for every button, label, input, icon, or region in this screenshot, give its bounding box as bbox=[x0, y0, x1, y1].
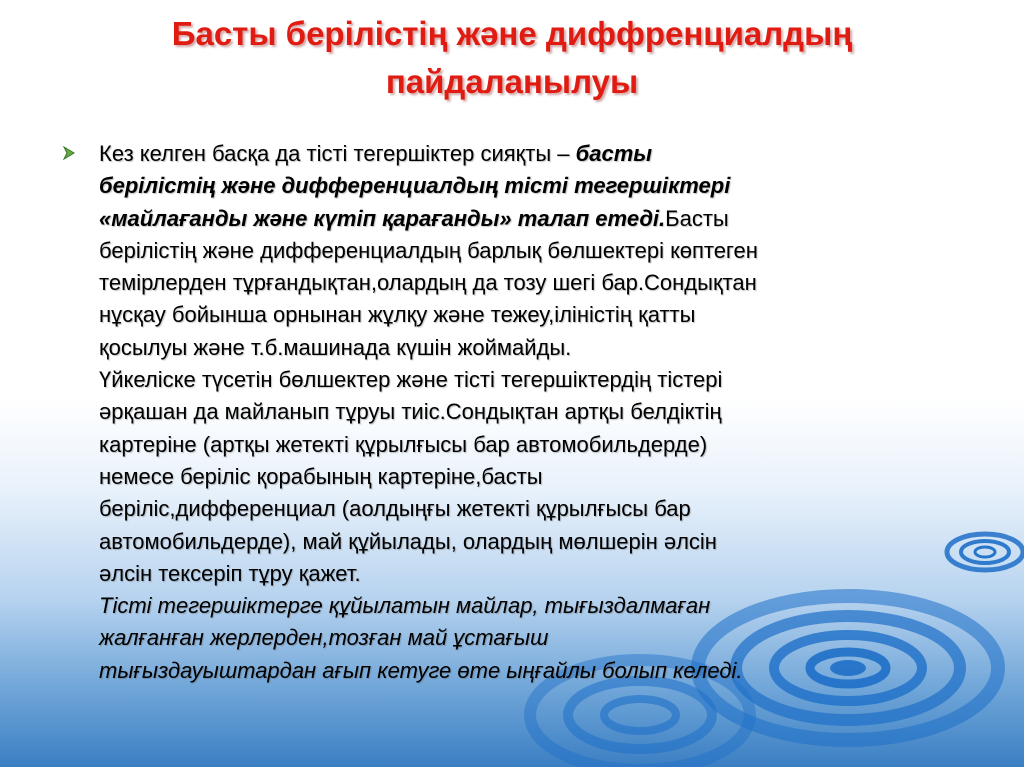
paragraph-line: немесе беріліс қорабының картеріне,басты bbox=[99, 463, 543, 489]
text-run: Кез келген басқа да тісті тегершіктер сияқты – bbox=[99, 141, 576, 166]
bullet-paragraph bbox=[99, 138, 969, 687]
paragraph-line: картеріне (артқы жетекті құрылғысы бар автомобильдерде) bbox=[99, 431, 708, 457]
paragraph-line: жалғанған жерлерден,тозған май ұстағыш bbox=[99, 625, 549, 651]
paragraph-line: автомобильдерде), май құйылады, олардың мөлшерін әлсін bbox=[99, 528, 717, 554]
slide-title bbox=[60, 10, 964, 106]
paragraph-line: Үйкеліске түсетін бөлшектер және тісті тегершіктердің тістері bbox=[99, 367, 723, 393]
paragraph-line bbox=[99, 138, 969, 170]
paragraph-line: беріліс,дифференциал (аолдыңғы жетекті құрылғысы бар bbox=[99, 496, 691, 522]
paragraph-line: тығыздауыштардан ағып кетуге өте ыңғайлы болып келеді. bbox=[99, 657, 743, 683]
paragraph-line: берілістің және дифференциалдың барлық бөлшектері көптеген bbox=[99, 237, 758, 263]
paragraph-line: әрқашан да майланып тұруы тиіс.Сондықтан артқы белдіктің bbox=[99, 399, 722, 425]
title-line-2: пайдаланылуы bbox=[385, 63, 639, 100]
text-run: Басты bbox=[665, 205, 729, 231]
paragraph-line: қосылуы және т.б.машинада күшін жоймайды. bbox=[99, 334, 572, 360]
paragraph-line: темірлерден тұрғандықтан,олардың да тозу шегі бар.Сондықтан bbox=[99, 270, 757, 296]
title-line-1: Басты берілістің және диффренциалдың bbox=[171, 15, 853, 52]
paragraph-line bbox=[99, 203, 969, 235]
paragraph-line: әлсін тексеріп тұру қажет. bbox=[99, 560, 361, 586]
paragraph-line: берілістің және дифференциалдың тісті тегершіктері bbox=[99, 173, 731, 199]
paragraph-line: Тісті тегершіктерге құйылатын майлар, тығыздалмаған bbox=[99, 593, 711, 619]
emphasis-run: басты bbox=[575, 141, 653, 166]
arrow-bullet-icon bbox=[62, 146, 76, 160]
emphasis-run: «майлағанды және күтіп қарағанды» талап етеді. bbox=[99, 205, 666, 231]
paragraph-line: нұсқау бойынша орнынан жұлқу және тежеу,ілiністің қатты bbox=[99, 302, 696, 328]
